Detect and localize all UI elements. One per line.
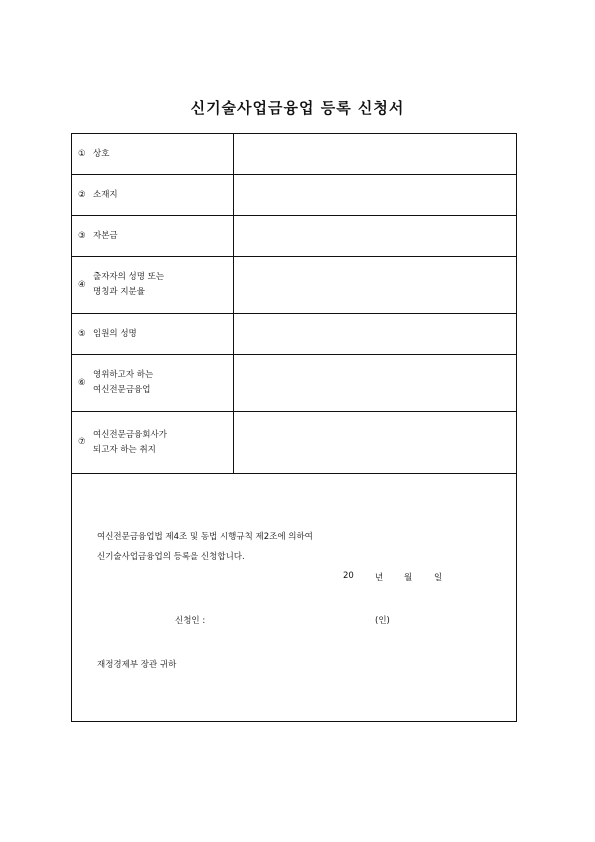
field-row-investors: [72, 257, 516, 314]
field-number: ③: [78, 230, 86, 241]
field-row-trade-name: [72, 134, 516, 175]
recipient: 재정경제부 장관 귀하: [97, 660, 177, 670]
field-row-officers: [72, 314, 516, 355]
field-label-text: 자본금: [93, 230, 118, 241]
field-label-text: 상호: [93, 148, 110, 159]
field-value-purpose[interactable]: [234, 412, 516, 473]
field-number: ②: [78, 189, 86, 200]
field-row-purpose: [72, 412, 516, 474]
field-value-capital[interactable]: [234, 216, 516, 256]
field-label-text: 소재지: [93, 189, 118, 200]
field-row-capital: [72, 216, 516, 257]
field-row-location: [72, 175, 516, 216]
field-number: ⑥: [78, 377, 86, 388]
declaration-line-2: 신기술사업금융업의 등록을 신청합니다.: [97, 552, 245, 562]
field-label-text: 여신전문금융회사가 되고자 하는 취지: [93, 429, 167, 455]
field-number: ④: [78, 279, 86, 290]
field-label-text: 영위하고자 하는 여신전문금융업: [93, 370, 154, 395]
field-label: [72, 355, 234, 411]
date-year-unit: 년: [375, 573, 384, 583]
page-title: 신기술사업금융업 등록 신청서: [190, 99, 405, 117]
applicant-label: 신청인 :: [175, 616, 206, 626]
field-value-business-type[interactable]: [234, 355, 516, 411]
declaration-section: [72, 474, 516, 721]
field-label: [72, 314, 234, 354]
application-form: [71, 133, 517, 722]
date-day-unit: 일: [434, 573, 443, 583]
field-label-text: 임원의 성명: [93, 328, 137, 339]
field-value-trade-name[interactable]: [234, 134, 516, 174]
field-label: [72, 134, 234, 174]
seal-mark: (인): [375, 616, 390, 626]
declaration-line-1: 여신전문금융업법 제4조 및 동법 시행규칙 제2조에 의하여: [97, 532, 313, 542]
field-value-officers[interactable]: [234, 314, 516, 354]
field-number: ①: [78, 148, 86, 159]
field-value-location[interactable]: [234, 175, 516, 215]
field-number: ⑦: [78, 437, 86, 447]
date-month-unit: 월: [404, 573, 413, 583]
field-label-text: 출자자의 성명 또는 명칭과 지분율: [93, 272, 165, 297]
field-label: [72, 216, 234, 256]
field-label: [72, 257, 234, 313]
field-number: ⑤: [78, 328, 86, 339]
field-label: [72, 175, 234, 215]
field-label: [72, 412, 234, 473]
field-value-investors[interactable]: [234, 257, 516, 313]
field-row-business-type: [72, 355, 516, 412]
date-year-prefix: 20: [343, 571, 354, 581]
